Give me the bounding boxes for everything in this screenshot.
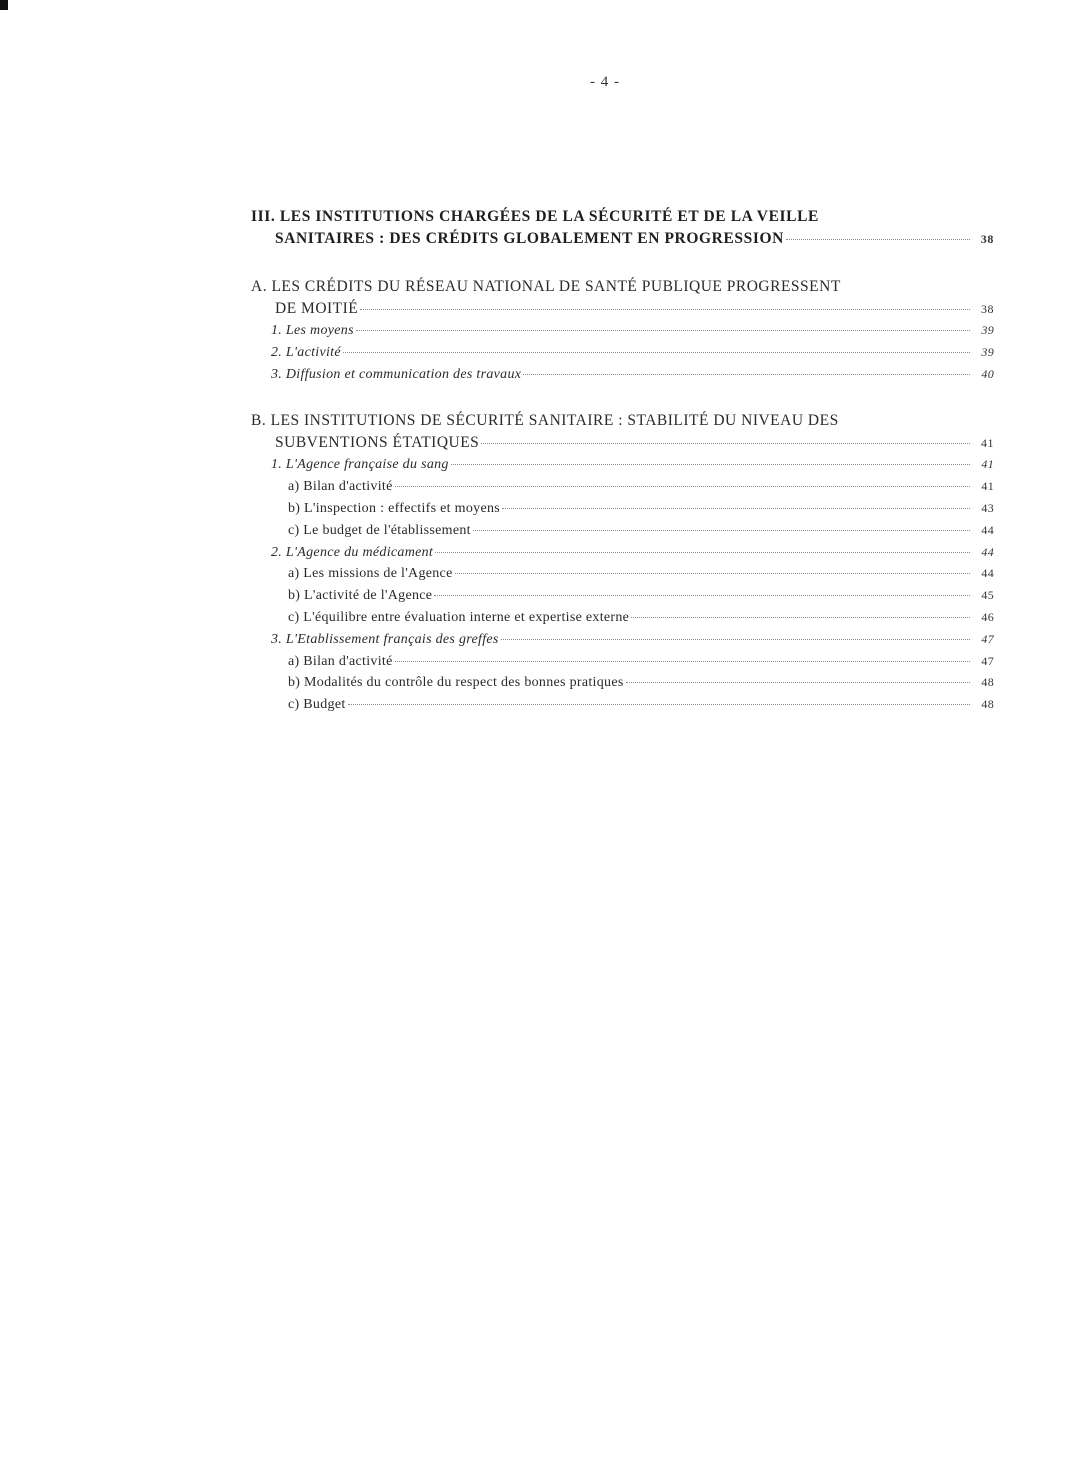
toc-page-number: 46 xyxy=(981,609,994,624)
toc-subsection[interactable] xyxy=(251,629,994,651)
dot-leader xyxy=(481,442,970,444)
toc-item-label: a) Bilan d'activité xyxy=(288,653,393,669)
toc-page-number: 44 xyxy=(981,566,994,581)
dot-leader xyxy=(434,594,970,596)
toc-subsection-label: 1. L'Agence française du sang xyxy=(271,457,449,473)
toc-subsection-label: 3. L'Etablissement français des greffes xyxy=(271,631,499,647)
toc-item-label: 3. Diffusion et communication des travaux xyxy=(271,366,522,382)
toc-item[interactable] xyxy=(251,694,994,716)
table-of-contents xyxy=(251,206,994,716)
toc-item-label: a) Les missions de l'Agence xyxy=(288,566,453,582)
toc-item-label: 2. L'activité xyxy=(271,344,341,360)
toc-page-number: 47 xyxy=(981,631,994,646)
spacer xyxy=(251,250,994,276)
toc-page-number: 44 xyxy=(981,522,994,537)
toc-page-number: 40 xyxy=(981,366,994,381)
toc-item[interactable] xyxy=(251,520,994,542)
toc-item-label: c) L'équilibre entre évaluation interne et expertise externe xyxy=(288,609,630,625)
toc-page-number: 39 xyxy=(981,344,994,359)
toc-section-b-title-line1: B. LES INSTITUTIONS DE SÉCURITÉ SANITAIRE : STABILITÉ DU NIVEAU DES xyxy=(251,412,839,430)
toc-page-number: 45 xyxy=(981,588,994,603)
toc-page-number: 44 xyxy=(981,544,994,559)
dot-leader xyxy=(502,507,970,509)
dot-leader xyxy=(360,308,970,310)
toc-page-number: 48 xyxy=(981,675,994,690)
dot-leader xyxy=(435,551,970,553)
dot-leader xyxy=(631,616,970,618)
toc-page-number: 38 xyxy=(981,302,994,316)
spacer xyxy=(251,385,994,410)
toc-item[interactable] xyxy=(251,476,994,498)
dot-leader xyxy=(356,329,970,331)
toc-item[interactable] xyxy=(251,342,994,364)
toc-item-label: c) Le budget de l'établissement xyxy=(288,522,471,538)
toc-item-label: b) L'inspection : effectifs et moyens xyxy=(288,500,501,516)
toc-section-b-title-line2: SUBVENTIONS ÉTATIQUES xyxy=(275,434,480,452)
dot-leader xyxy=(523,373,970,375)
toc-item[interactable] xyxy=(251,320,994,342)
toc-item[interactable] xyxy=(251,607,994,629)
toc-item[interactable] xyxy=(251,585,994,607)
toc-page-number: 41 xyxy=(981,457,994,472)
toc-section-iii[interactable] xyxy=(251,206,994,250)
toc-section-a-title-line1: A. LES CRÉDITS DU RÉSEAU NATIONAL DE SANTÉ PUBLIQUE PROGRESSENT xyxy=(251,278,841,295)
toc-subsection-label: 2. L'Agence du médicament xyxy=(271,544,434,560)
dot-leader xyxy=(395,485,970,487)
toc-subsection[interactable] xyxy=(251,542,994,564)
toc-subsection[interactable] xyxy=(251,454,994,476)
dot-leader xyxy=(348,703,970,705)
dot-leader xyxy=(455,572,970,574)
toc-item-label: b) L'activité de l'Agence xyxy=(288,588,433,604)
toc-item[interactable] xyxy=(251,498,994,520)
toc-section-b[interactable] xyxy=(251,410,994,454)
dot-leader xyxy=(395,660,970,662)
toc-item-label: b) Modalités du contrôle du respect des bonnes pratiques xyxy=(288,675,624,691)
toc-item[interactable] xyxy=(251,563,994,585)
toc-item-label: c) Budget xyxy=(288,697,346,713)
dot-leader xyxy=(343,351,970,353)
dot-leader xyxy=(473,529,970,531)
toc-item[interactable] xyxy=(251,651,994,673)
toc-page-number: 38 xyxy=(980,232,994,246)
toc-page-number: 41 xyxy=(981,479,994,494)
toc-item[interactable] xyxy=(251,364,994,386)
toc-section-a[interactable] xyxy=(251,276,994,320)
toc-page-number: 47 xyxy=(981,653,994,668)
dot-leader xyxy=(786,238,970,240)
toc-item-label: a) Bilan d'activité xyxy=(288,479,393,495)
toc-item[interactable] xyxy=(251,672,994,694)
dot-leader xyxy=(501,638,970,640)
toc-page-number: 39 xyxy=(981,323,994,337)
toc-page-number: 41 xyxy=(981,436,994,451)
toc-page-number: 43 xyxy=(981,500,994,515)
toc-section-iii-title-line2: SANITAIRES : DES CRÉDITS GLOBALEMENT EN PROGRESSION xyxy=(275,230,784,247)
scan-corner-mark xyxy=(0,0,8,10)
dot-leader xyxy=(626,681,970,683)
toc-section-a-title-line2: DE MOITIÉ xyxy=(275,300,359,317)
dot-leader xyxy=(451,463,970,465)
toc-section-iii-title-line1: III. LES INSTITUTIONS CHARGÉES DE LA SÉCURITÉ ET DE LA VEILLE xyxy=(251,208,819,225)
page-number: - 4 - xyxy=(590,74,620,90)
toc-item-label: 1. Les moyens xyxy=(271,323,354,338)
toc-page-number: 48 xyxy=(981,697,994,712)
